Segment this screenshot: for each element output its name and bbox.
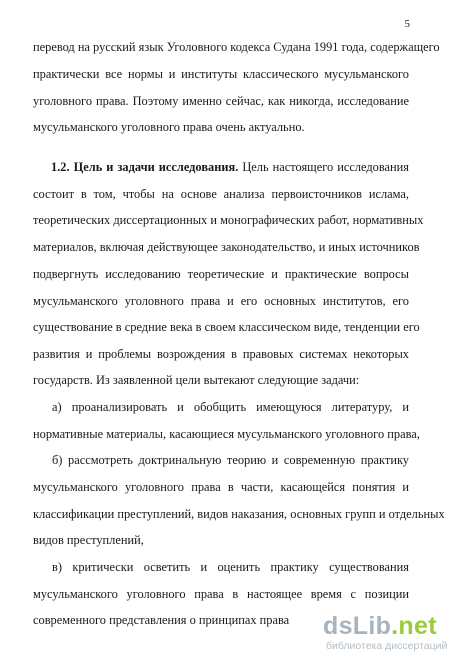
page-number: 5 bbox=[404, 18, 410, 30]
paragraph-line: мусульманского уголовного права в части, касающейся понятия и bbox=[33, 480, 409, 494]
paragraph-line: развития и проблемы возрождения в правовых системах некоторых bbox=[33, 347, 409, 361]
paragraph-line: состоит в том, чтобы на основе анализа первоисточников ислама, bbox=[33, 187, 409, 201]
paragraph-line: классификации преступлений, видов наказания, основных групп и отдельных bbox=[33, 507, 445, 521]
list-item-b: б) рассмотреть доктринальную теорию и современную практику bbox=[52, 453, 409, 467]
dslib-watermark[interactable] bbox=[318, 612, 446, 656]
paragraph-line: перевод на русский язык Уголовного кодекса Судана 1991 года, содержащего bbox=[33, 40, 440, 54]
dslib-logo bbox=[323, 612, 437, 641]
paragraph-line: государств. Из заявленной цели вытекают следующие задачи: bbox=[33, 373, 360, 387]
paragraph-line: Цель настоящего исследования bbox=[242, 160, 409, 174]
paragraph-line: мусульманского уголовного права в настоящее время с позиции bbox=[33, 587, 409, 601]
paragraph-line: подвергнуть исследованию теоретические и практические вопросы bbox=[33, 267, 409, 281]
logo-accent-text: .net bbox=[391, 612, 437, 640]
paragraph-line: мусульманского уголовного права и его основных институтов, его bbox=[33, 294, 409, 308]
paragraph-line: мусульманского уголовного права очень актуально. bbox=[33, 120, 305, 134]
paragraph-line: видов преступлений, bbox=[33, 533, 144, 547]
paragraph-line: современного представления о принципах права bbox=[33, 613, 290, 627]
section-heading-line bbox=[51, 160, 409, 174]
paragraph-line: уголовного права. Поэтому именно сейчас, как никогда, исследование bbox=[33, 94, 409, 108]
logo-main-text: dsLib bbox=[323, 612, 392, 640]
paragraph-line: теоретических диссертационных и монографических работ, нормативных bbox=[33, 213, 424, 227]
list-item-c: в) критически осветить и оценить практику существования bbox=[52, 560, 409, 574]
paragraph-line: практически все нормы и институты классического мусульманского bbox=[33, 67, 409, 81]
paragraph-line: существование в средние века в своем классическом виде, тенденции его bbox=[33, 320, 420, 334]
paragraph-line: материалов, включая действующее законодательство, и иных источников bbox=[33, 240, 420, 254]
watermark-tagline: библиотека диссертаций bbox=[326, 640, 448, 652]
section-title: Цель и задачи исследования. bbox=[73, 160, 239, 174]
paragraph-line: нормативные материалы, касающиеся мусульманского уголовного права, bbox=[33, 427, 420, 441]
list-item-a: а) проанализировать и обобщить имеющуюся литературу, и bbox=[52, 400, 409, 414]
section-number: 1.2. bbox=[51, 160, 70, 174]
